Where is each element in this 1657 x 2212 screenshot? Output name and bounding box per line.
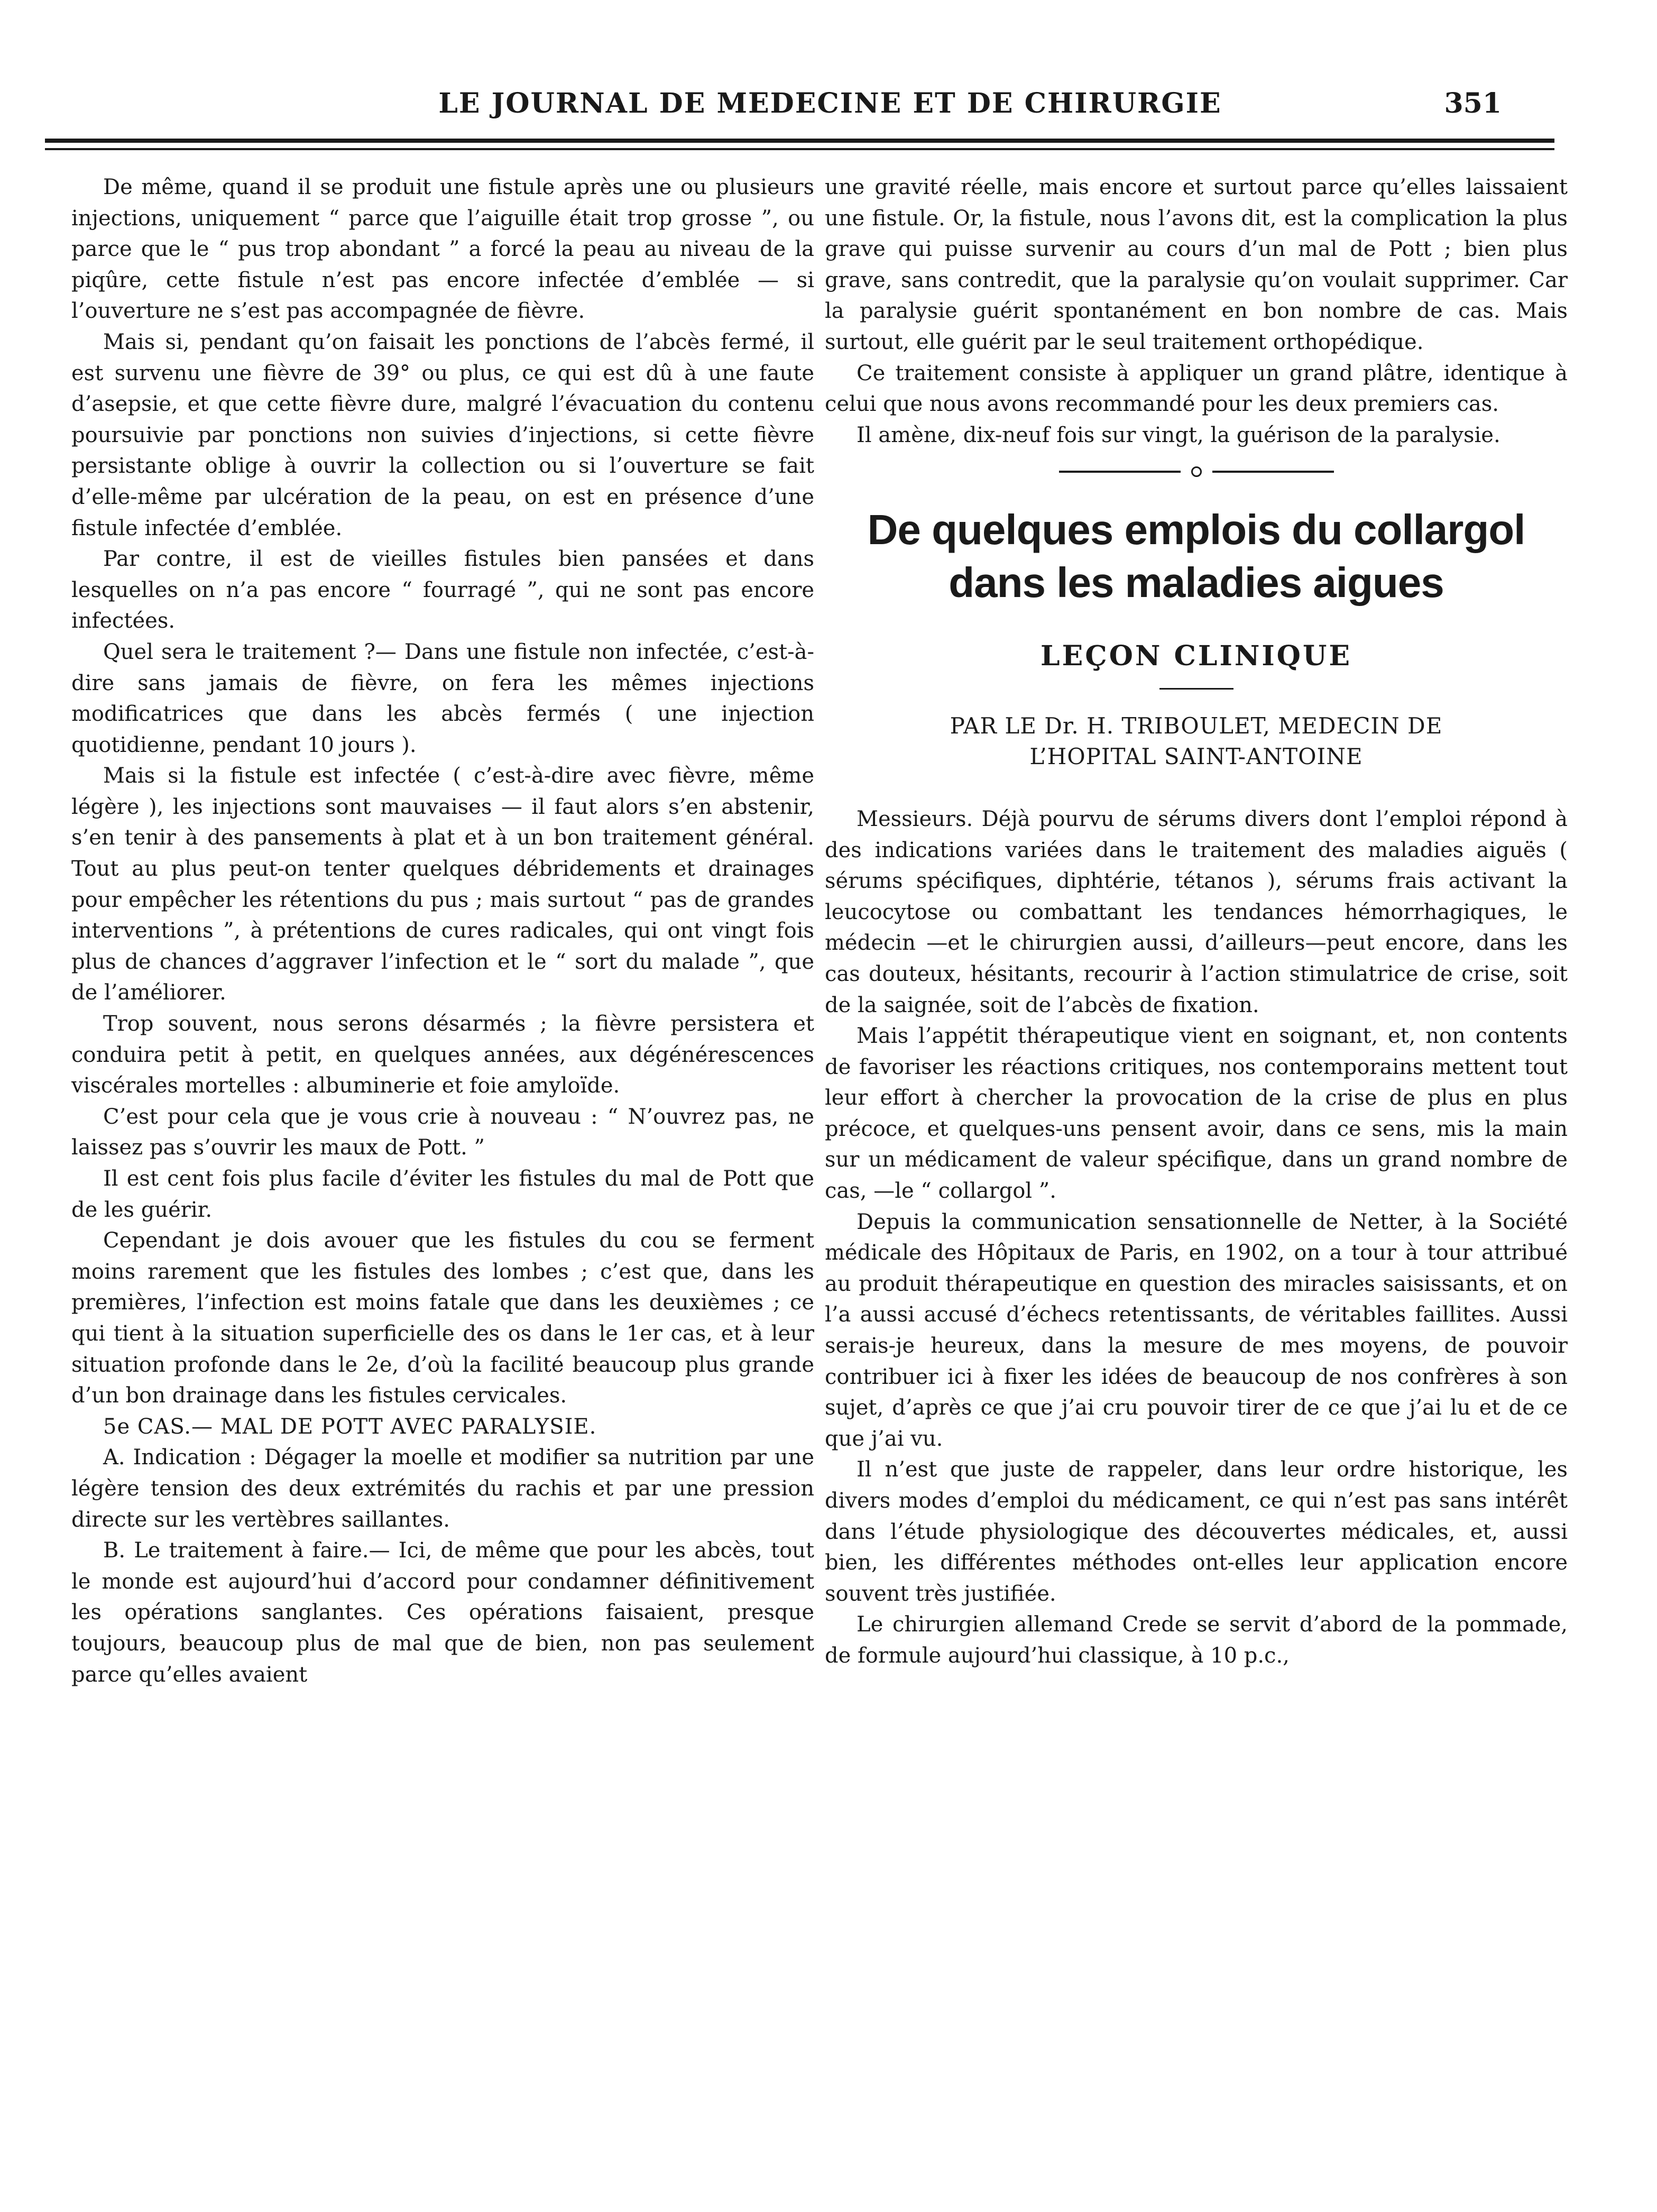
paragraph: Mais si, pendant qu’on faisait les ponctions de l’abcès fermé, il est survenu une fièvre de 39° ou plus, ce qui est dû à une faute d’asepsie, et que cette fièvre dure, malgré l’évacuation du contenu poursuivie par ponctions non suivies d’injections, si cette fièvre persistante oblige à ouvrir la collection ou si l’ouverture se fait d’elle-même par ulcération de la peau, on est en présence d’une fistule infectée d’emblée. <box>71 329 814 540</box>
page-number: 351 <box>1444 87 1502 120</box>
paragraph: Mais l’appétit thérapeutique vient en soignant, et, non contents de favoriser les réactions critiques, nos contemporains mettent tout leur effort à chercher la provocation de la crise de plus en plus précoce, et quelques-uns pensent avoir, dans ce sens, mis la main sur un médicament de valeur spécifique, dans un grand nombre de cas, —le “ collargol ”. <box>825 1024 1568 1204</box>
paragraph: Cependant je dois avouer que les fistules du cou se ferment moins rarement que les fistules des lombes ; c’est que, dans les premières, l’infection est moins fatale que dans les deuxièmes ; ce qui tient à la situation superficielle des os dans le 1er cas, et à leur situation profonde dans le 2e, d’où la facilité beaucoup plus grande d’un bon drainage dans les fistules cervicales. <box>71 1228 814 1408</box>
paragraph: Depuis la communication sensationnelle de Netter, à la Société médicale des Hôpitaux de Paris, en 1902, on a tour à tour attribué au produit thérapeutique en question des miracles saisissants, et on l’a aussi accusé d’échecs retentissants, de véritables faillites. Aussi serais-je heureux, dans la mesure de mes moyens, de pouvoir contribuer ici à fixer les idées de beaucoup de nos confrères à son sujet, d’après ce que j’ai cru pouvoir tirer de ce que j’ai lu et de ce que j’ai vu. <box>825 1209 1568 1451</box>
paragraph: Quel sera le traitement ?— Dans une fistule non infectée, c’est-à-dire sans jamais de fièvre, on fera les mêmes injections modificatrices que dans les abcès fermés ( une injection quotidienne, pendant 10 jours ). <box>71 639 814 757</box>
divider-line-left <box>1059 471 1181 473</box>
paragraph: Messieurs. Déjà pourvu de sérums divers dont l’emploi répond à des indications variées dans le traitement des maladies aiguës ( sérums spécifiques, diphtérie, tétanos ), sérums frais activant la leucocytose ou combattant les tendances hémorrhagiques, le médecin —et le chirurgien aussi, d’ailleurs—peut encore, dans les cas douteux, hésitants, recourir à l’action stimulatrice de crise, soit de la saignée, soit de l’abcès de fixation. <box>825 806 1568 1017</box>
header-rule-thin <box>45 148 1554 150</box>
left-column <box>71 172 814 1690</box>
paragraph: une gravité réelle, mais encore et surtout parce qu’elles laissaient une fistule. Or, la fistule, nous l’avons dit, est la complication la plus grave qui puisse survenir au cours d’un mal de Pott ; bien plus grave, sans contredit, que la paralysie qu’on voulait supprimer. Car la paralysie guérit spontanément en bon nombre de cas. Mais surtout, elle guérit par le seul traitement orthopédique. <box>825 175 1568 354</box>
paragraph: Le chirurgien allemand Crede se servit d’abord de la pommade, de formule aujourd’hui classique, à 10 p.c., <box>825 1612 1568 1668</box>
paragraph: Trop souvent, nous serons désarmés ; la fièvre persistera et conduira petit à petit, en quelques années, aux dégénérescences viscérales mortelles : albuminerie et foie amyloïde. <box>71 1012 814 1098</box>
short-rule <box>1159 688 1233 690</box>
paragraph: Par contre, il est de vieilles fistules bien pansées et dans lesquelles on n’a pas encore “ fourragé ”, qui ne sont pas encore infectées. <box>71 547 814 634</box>
article-title: De quelques emplois du collargol dans les maladies aigues <box>867 506 1525 607</box>
journal-title: LE JOURNAL DE MEDECINE ET DE CHIRURGIE <box>438 87 1222 120</box>
paragraph: Il est cent fois plus facile d’éviter les fistules du mal de Pott que de les guérir. <box>71 1167 814 1222</box>
divider-line-right <box>1212 471 1334 473</box>
byline-line: PAR LE Dr. H. TRIBOULET, MEDECIN DE <box>950 712 1443 739</box>
byline <box>825 711 1568 772</box>
case-heading: 5e CAS.— MAL DE POTT AVEC PARALYSIE. <box>103 1414 597 1439</box>
paragraph: Ce traitement consiste à appliquer un grand plâtre, identique à celui que nous avons recommandé pour les deux premiers cas. <box>825 361 1568 417</box>
paragraph: Il amène, dix-neuf fois sur vingt, la guérison de la paralysie. <box>857 423 1500 447</box>
paragraph: Il n’est que juste de rappeler, dans leur ordre historique, les divers modes d’emploi du médicament, ce qui n’est pas sans intérêt dans l’étude physiologique des découvertes médicales, et, aussi bien, les différentes méthodes ont-elles leur application encore souvent très justifiée. <box>825 1457 1568 1606</box>
paragraph: Mais si la fistule est infectée ( c’est-à-dire avec fièvre, même légère ), les injections sont mauvaises — il faut alors s’en abstenir, s’en tenir à des pansements à plat et à un bon traitement général. Tout au plus peut-on tenter quelques débridements et drainages pour empêcher les rétentions du pus ; mais surtout “ pas de grandes interventions ”, à prétentions de cures radicales, qui ont vingt fois plus de chances d’aggraver l’infection et le “ sort du malade ”, que de l’améliorer. <box>71 764 814 1005</box>
section-divider-ornament <box>1059 461 1334 482</box>
paragraph: A. Indication : Dégager la moelle et modifier sa nutrition par une légère tension des deux extrémités du rachis et par une pression directe sur les vertèbres saillantes. <box>71 1445 814 1532</box>
header-rule-thick <box>45 139 1554 143</box>
right-column <box>825 172 1568 1672</box>
paragraph: C’est pour cela que je vous crie à nouveau : “ N’ouvrez pas, ne laissez pas s’ouvrir les maux de Pott. ” <box>71 1104 814 1160</box>
paragraph: B. Le traitement à faire.— Ici, de même que pour les abcès, tout le monde est aujourd’hui d’accord pour condamner définitivement les opérations sanglantes. Ces opérations faisaient, presque toujours, beaucoup plus de mal que de bien, non pas seulement parce qu’elles avaient <box>71 1538 814 1687</box>
byline-line: L’HOPITAL SAINT-ANTOINE <box>1029 743 1363 769</box>
divider-circle-icon <box>1191 466 1202 477</box>
paragraph: De même, quand il se produit une fistule après une ou plusieurs injections, uniquement “ parce que l’aiguille était trop grosse ”, ou parce que le “ pus trop abondant ” a forcé la peau au niveau de la piqûre, cette fistule n’est pas encore infectée d’emblée — si l’ouverture ne s’est pas accompagnée de fièvre. <box>71 175 814 324</box>
section-heading: LEÇON CLINIQUE <box>1041 640 1352 673</box>
